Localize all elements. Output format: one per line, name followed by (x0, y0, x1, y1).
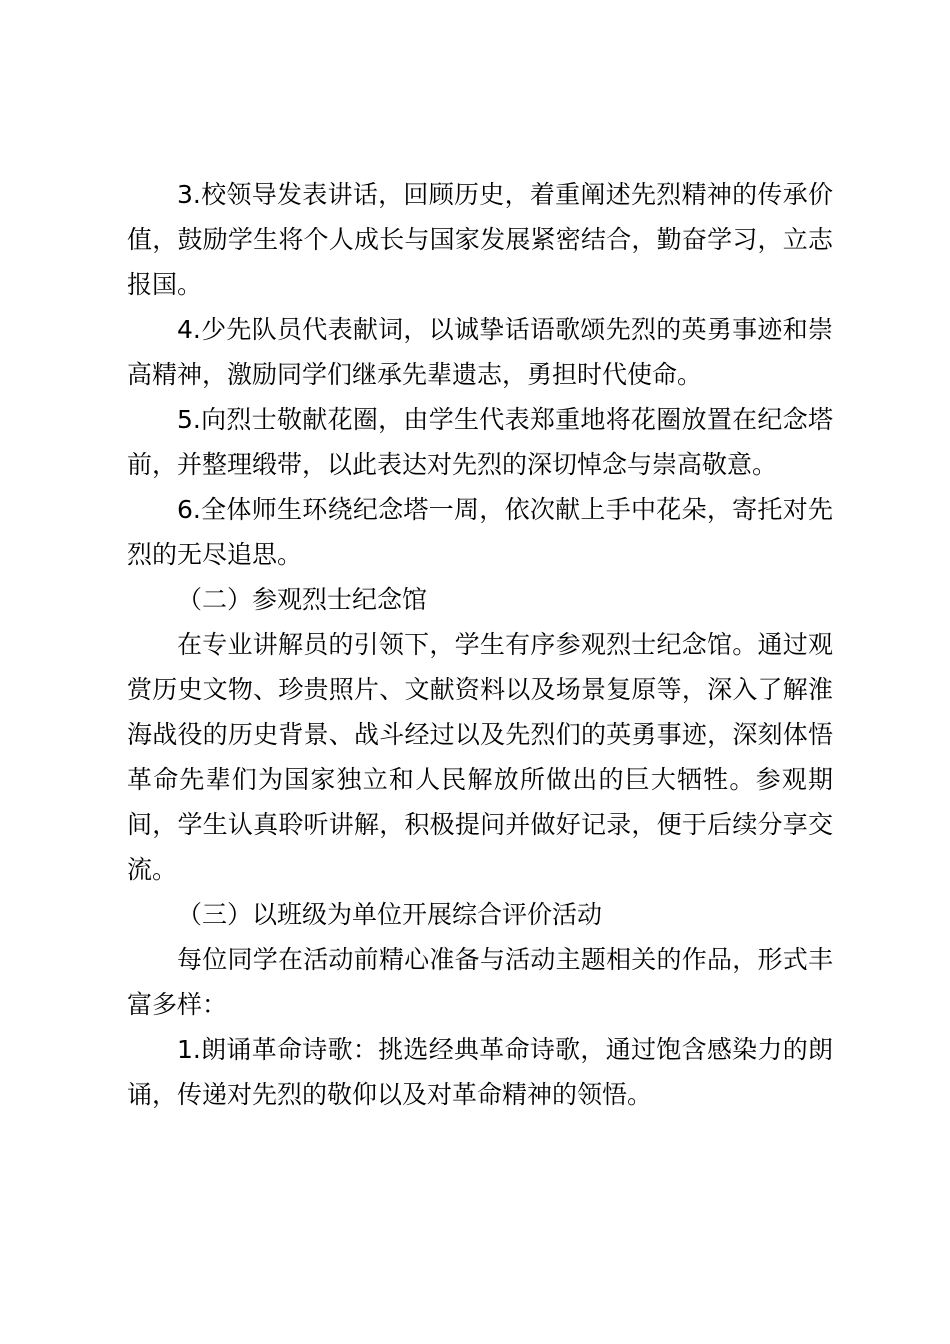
paragraph-item-4: 4.少先队员代表献词，以诚挚话语歌颂先烈的英勇事迹和崇高精神，激励同学们继承先辈遗志，勇担时代使命。 (127, 315, 833, 389)
paragraph-works-item-1: 1.朗诵革命诗歌：挑选经典革命诗歌，通过饱含感染力的朗诵，传递对先烈的敬仰以及对革命精神的领悟。 (127, 1035, 833, 1109)
section-heading-2: （二）参观烈士纪念馆 (177, 585, 428, 614)
paragraph-item-6: 6.全体师生环绕纪念塔一周，依次献上手中花朵，寄托对先烈的无尽追思。 (127, 495, 833, 569)
paragraph-works-intro: 每位同学在活动前精心准备与活动主题相关的作品，形式丰富多样： (127, 945, 833, 1019)
document-page (127, 172, 833, 1117)
paragraph-item-3: 3.校领导发表讲话，回顾历史，着重阐述先烈精神的传承价值，鼓励学生将个人成长与国家发展紧密结合，勤奋学习，立志报国。 (127, 180, 833, 299)
section-heading-3: （三）以班级为单位开展综合评价活动 (177, 900, 603, 929)
paragraph-item-5: 5.向烈士敬献花圈，由学生代表郑重地将花圈放置在纪念塔前，并整理缎带，以此表达对先烈的深切悼念与崇高敬意。 (127, 405, 833, 479)
paragraph-memorial-visit: 在专业讲解员的引领下，学生有序参观烈士纪念馆。通过观赏历史文物、珍贵照片、文献资料以及场景复原等，深入了解淮海战役的历史背景、战斗经过以及先烈们的英勇事迹，深刻体悟革命先辈们为国家独立和人民解放所做出的巨大牺牲。参观期间，学生认真聆听讲解，积极提问并做好记录，便于后续分享交流。 (127, 630, 833, 884)
